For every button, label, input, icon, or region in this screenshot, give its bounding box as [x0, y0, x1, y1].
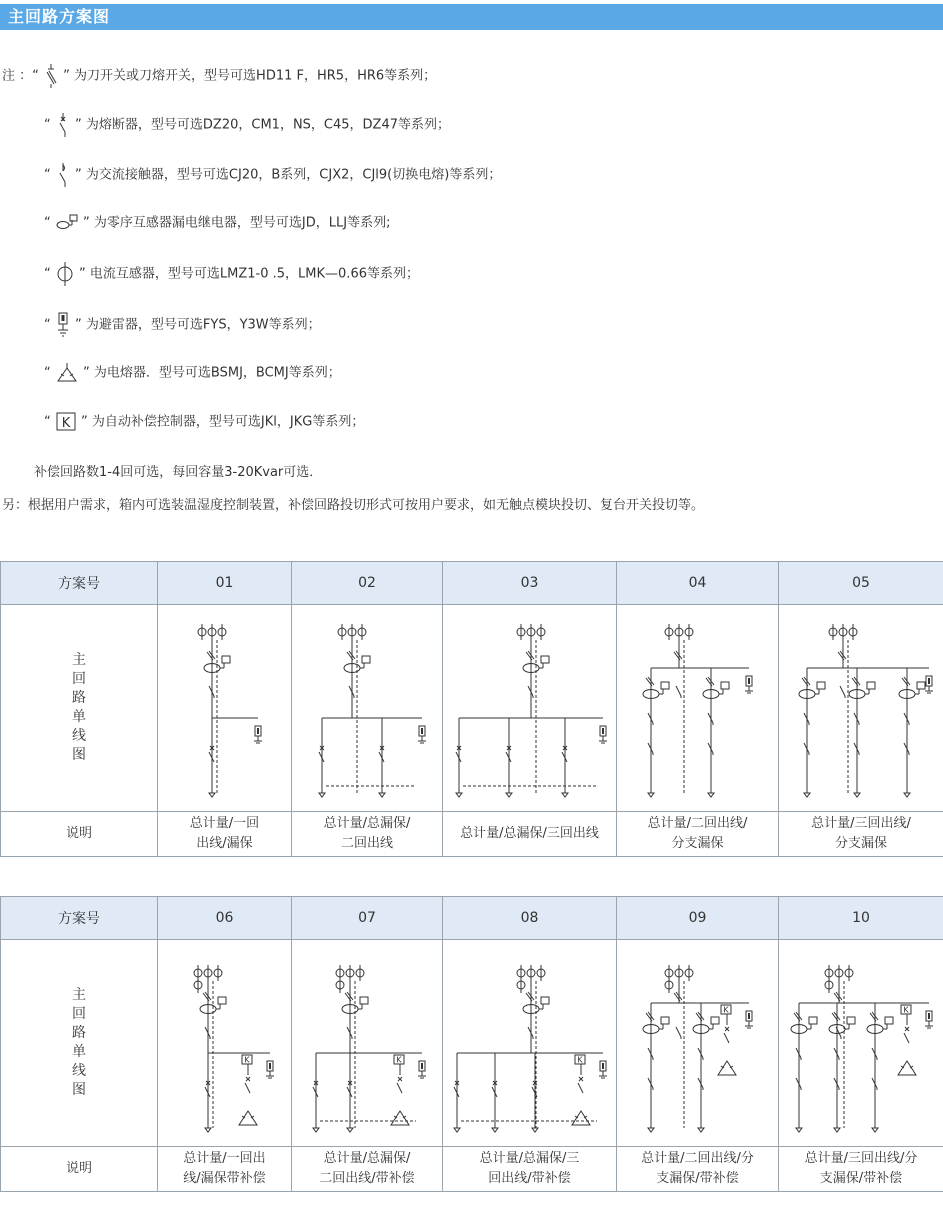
arrester-core [269, 1063, 271, 1069]
fuse-breaker-icon [55, 113, 71, 137]
scheme-id: 08 [443, 897, 617, 940]
outgoing-arrow [698, 1128, 704, 1132]
note-quote-close: ” [75, 317, 82, 333]
scheme-desc: 总计量/总漏保/三 回出线/带补偿 [443, 1147, 617, 1192]
knife-switch-symbol [646, 677, 654, 686]
scheme-desc: 总计量/一回 出线/漏保 [158, 812, 292, 857]
scheme-id: 06 [158, 897, 292, 940]
fuse-mark [725, 1027, 729, 1031]
outgoing-arrow [532, 1128, 538, 1132]
outgoing-arrow [492, 1128, 498, 1132]
outgoing-arrow [205, 1128, 211, 1132]
zero-sequence-transformer-icon [55, 213, 79, 233]
knife-switch-symbol [526, 992, 534, 1001]
current-transformer-icon [55, 262, 75, 286]
label-char: 回 [72, 1006, 86, 1022]
surge-arrester-icon [55, 312, 71, 338]
note-fuse-breaker [44, 113, 450, 137]
note-prefix: “ [44, 266, 51, 282]
relay-box [885, 1017, 893, 1024]
knife-switch-symbol [345, 992, 353, 1001]
single-line-diagram [158, 943, 292, 1143]
note-text: 为电熔器．型号可选BSMJ，BCMJ等系列； [93, 365, 341, 381]
label-char: 单 [72, 1044, 86, 1060]
fuse-mark [579, 1077, 583, 1081]
section-title-bar [0, 4, 943, 30]
outgoing-arrow [506, 793, 512, 797]
contactor-icon [55, 163, 71, 187]
scheme-id: 05 [779, 562, 943, 605]
single-line-diagram [158, 608, 292, 808]
single-line-diagram [443, 943, 617, 1143]
outgoing-arrow [834, 1128, 840, 1132]
desc-row-label: 说明 [1, 812, 158, 857]
note-prefix: “ [44, 365, 51, 381]
diagram-cell [617, 940, 779, 1147]
arrester-core [928, 1013, 930, 1019]
capacitor-symbol [239, 1111, 257, 1125]
single-line-diagram [617, 943, 779, 1143]
description-row [1, 812, 943, 857]
knife-switch-symbol [696, 1012, 704, 1021]
note-contactor [44, 163, 501, 187]
relay-box [809, 1017, 817, 1024]
note-surge-arrester [44, 312, 321, 338]
scheme-id: 01 [158, 562, 292, 605]
scheme-id: 03 [443, 562, 617, 605]
diagram-cell [292, 940, 443, 1147]
diagram-cell [617, 605, 779, 812]
diagram-cell [158, 605, 292, 812]
outgoing-arrow [379, 793, 385, 797]
note-prefix: 注 ：“ [2, 68, 39, 84]
scheme-id: 09 [617, 897, 779, 940]
arrester-core [748, 1013, 750, 1019]
k-letter: K [61, 416, 71, 431]
knife-switch-symbol [706, 677, 714, 686]
diagram-cell [779, 940, 943, 1147]
scheme-desc: 总计量/二回出线/ 分支漏保 [617, 812, 779, 857]
knife-switch-symbol [802, 677, 810, 686]
scheme-table-2 [0, 896, 943, 1192]
scheme-id: 04 [617, 562, 779, 605]
note-prefix: “ [44, 215, 51, 231]
arrester-core [602, 1063, 604, 1069]
conductor-line [245, 1083, 250, 1093]
diagram-cell [443, 605, 617, 812]
label-char: 线 [72, 1063, 86, 1079]
outgoing-arrow [648, 793, 654, 797]
label-char: 路 [72, 690, 86, 706]
relay-box [541, 997, 549, 1004]
capacitor-symbol [391, 1111, 409, 1125]
note-quote-close: ” [79, 266, 86, 282]
diagram-row-label [1, 940, 158, 1147]
knife-switch-symbol [526, 651, 534, 660]
capacitor-symbol [898, 1061, 916, 1075]
note-k-controller [44, 412, 364, 433]
note-prefix: “ [44, 317, 51, 333]
label-char: 主 [72, 987, 86, 1003]
k-controller-letter: K [396, 1055, 402, 1065]
scheme-id: 07 [292, 897, 443, 940]
arrester-core [421, 1063, 423, 1069]
knife-switch-symbol [794, 1012, 802, 1021]
conductor-line [397, 1083, 402, 1093]
label-char: 线 [72, 728, 86, 744]
note-text: 为交流接触器，型号可选CJ20，B系列，CJX2，CJl9(切换电熔)等系列； [85, 167, 502, 183]
single-line-diagram [779, 943, 943, 1143]
outgoing-arrow [854, 793, 860, 797]
note-text: 为刀开关或刀熔开关，型号可选HD11 F，HR5，HR6等系列； [74, 68, 437, 84]
arrester-core [421, 728, 423, 734]
extra-note: 另：根据用户需求，箱内可选装温湿度控制装置，补偿回路投切形式可按用户要求，如无触点模块投切、复台开关投切等。 [2, 498, 705, 513]
scheme-desc: 总计量/一回出 线/漏保带补偿 [158, 1147, 292, 1192]
k-controller-letter: K [244, 1055, 250, 1065]
knife-switch-symbol [902, 677, 910, 686]
single-line-diagram [779, 608, 943, 808]
label-char: 主 [72, 652, 86, 668]
relay-box [847, 1017, 855, 1024]
note-quote-close: ” [63, 68, 70, 84]
compensation-note: 补偿回路数1-4回可选，每回容量3-20Kvar可选． [34, 465, 323, 480]
note-quote-close: ” [83, 365, 90, 381]
fuse-mark [905, 1027, 909, 1031]
knife-switch-symbol [838, 651, 846, 660]
outgoing-arrow [454, 1128, 460, 1132]
arrester-core [928, 678, 930, 684]
outgoing-arrow [708, 793, 714, 797]
relay-box [711, 1017, 719, 1024]
note-text: 为自动补偿控制器，型号可选JKl，JKG等系列； [91, 414, 365, 430]
scheme-desc: 总计量/三回出线/ 分支漏保 [779, 812, 943, 857]
k-controller-letter: K [577, 1055, 583, 1065]
relay-box [362, 656, 370, 663]
note-knife-switch [2, 64, 436, 88]
note-prefix: “ [44, 117, 51, 133]
scheme-id: 10 [779, 897, 943, 940]
label-char: 路 [72, 1025, 86, 1041]
relay-box [721, 682, 729, 689]
label-char: 单 [72, 709, 86, 725]
outgoing-arrow [904, 793, 910, 797]
knife-switch-symbol [203, 992, 211, 1001]
k-controller-letter: K [903, 1005, 909, 1015]
outgoing-arrow [562, 793, 568, 797]
knife-switch-symbol [834, 992, 842, 1001]
note-quote-close: ” [75, 117, 82, 133]
outgoing-arrow [804, 793, 810, 797]
diagram-cell [443, 940, 617, 1147]
outgoing-arrow [456, 793, 462, 797]
scheme-desc: 总计量/二回出线/分 支漏保/带补偿 [617, 1147, 779, 1192]
relay-box [661, 1017, 669, 1024]
section-title: 主回路方案图 [8, 7, 111, 26]
outgoing-arrow [796, 1128, 802, 1132]
outgoing-arrow [319, 793, 325, 797]
single-line-diagram [292, 608, 443, 808]
knife-switch-icon [43, 64, 59, 88]
arrester-core [602, 728, 604, 734]
relay-box [222, 656, 230, 663]
description-row [1, 1147, 943, 1192]
scheme-desc: 总计量/三回出线/分 支漏保/带补偿 [779, 1147, 943, 1192]
relay-box [867, 682, 875, 689]
relay-box [218, 997, 226, 1004]
relay-box [817, 682, 825, 689]
diagram-cell [779, 605, 943, 812]
fuse-mark [398, 1077, 402, 1081]
diagram-row [1, 940, 943, 1147]
capacitor-symbol [718, 1061, 736, 1075]
outgoing-arrow [347, 1128, 353, 1132]
conductor-line [840, 686, 845, 696]
conductor-line [724, 1033, 729, 1043]
relay-box [360, 997, 368, 1004]
knife-switch-symbol [674, 992, 682, 1001]
capacitor-icon [55, 362, 79, 384]
note-quote-close: ” [75, 167, 82, 183]
note-capacitor [44, 362, 341, 384]
note-current-transformer [44, 262, 419, 286]
conductor-line [578, 1083, 583, 1093]
outgoing-arrow [209, 793, 215, 797]
relay-box [541, 656, 549, 663]
label-char: 图 [72, 747, 86, 763]
table-header-row [1, 897, 943, 940]
note-quote-close: ” [83, 215, 90, 231]
knife-switch-symbol [674, 651, 682, 660]
single-line-diagram [443, 608, 617, 808]
scheme-desc: 总计量/总漏保/三回出线 [443, 812, 617, 857]
note-text: 为零序互感器漏电继电器，型号可选JD，LLJ等系列; [93, 215, 391, 231]
knife-switch-symbol [347, 651, 355, 660]
scheme-desc: 总计量/总漏保/ 二回出线/带补偿 [292, 1147, 443, 1192]
k-controller-letter: K [723, 1005, 729, 1015]
knife-switch-symbol [870, 1012, 878, 1021]
scheme-table-1 [0, 561, 943, 857]
scheme-id: 02 [292, 562, 443, 605]
diagram-cell [158, 940, 292, 1147]
conductor-line [676, 686, 681, 696]
col-header: 方案号 [1, 897, 158, 940]
knife-switch-symbol [852, 677, 860, 686]
relay-box [661, 682, 669, 689]
arrester-core [748, 678, 750, 684]
note-text: 为熔断器，型号可选DZ20，CM1，NS，C45，DZ47等系列； [85, 117, 450, 133]
knife-switch-symbol [207, 651, 215, 660]
note-quote-close: ” [81, 414, 88, 430]
scheme-desc: 总计量/总漏保/ 二回出线 [292, 812, 443, 857]
note-prefix: “ [44, 414, 51, 430]
diagram-row [1, 605, 943, 812]
knife-switch-symbol [646, 1012, 654, 1021]
diagram-cell [292, 605, 443, 812]
conductor-line [676, 1027, 681, 1037]
relay-box [917, 682, 925, 689]
outgoing-arrow [648, 1128, 654, 1132]
outgoing-arrow [872, 1128, 878, 1132]
note-text: 为避雷器，型号可选FYS，Y3W等系列； [85, 317, 321, 333]
desc-row-label: 说明 [1, 1147, 158, 1192]
note-text: 电流互感器，型号可选LMZ1-0 .5，LMK—0.66等系列； [89, 266, 419, 282]
k-controller-icon [55, 412, 77, 432]
outgoing-arrow [313, 1128, 319, 1132]
fuse-mark [246, 1077, 250, 1081]
note-zero-sequence [44, 213, 390, 234]
diagram-row-label [1, 605, 158, 812]
label-char: 回 [72, 671, 86, 687]
arrester-core [257, 728, 259, 734]
conductor-line [904, 1033, 909, 1043]
table-header-row [1, 562, 943, 605]
capacitor-symbol [572, 1111, 590, 1125]
single-line-diagram [292, 943, 443, 1143]
label-char: 图 [72, 1082, 86, 1098]
knife-switch-symbol [832, 1012, 840, 1021]
single-line-diagram [617, 608, 779, 808]
note-prefix: “ [44, 167, 51, 183]
col-header: 方案号 [1, 562, 158, 605]
